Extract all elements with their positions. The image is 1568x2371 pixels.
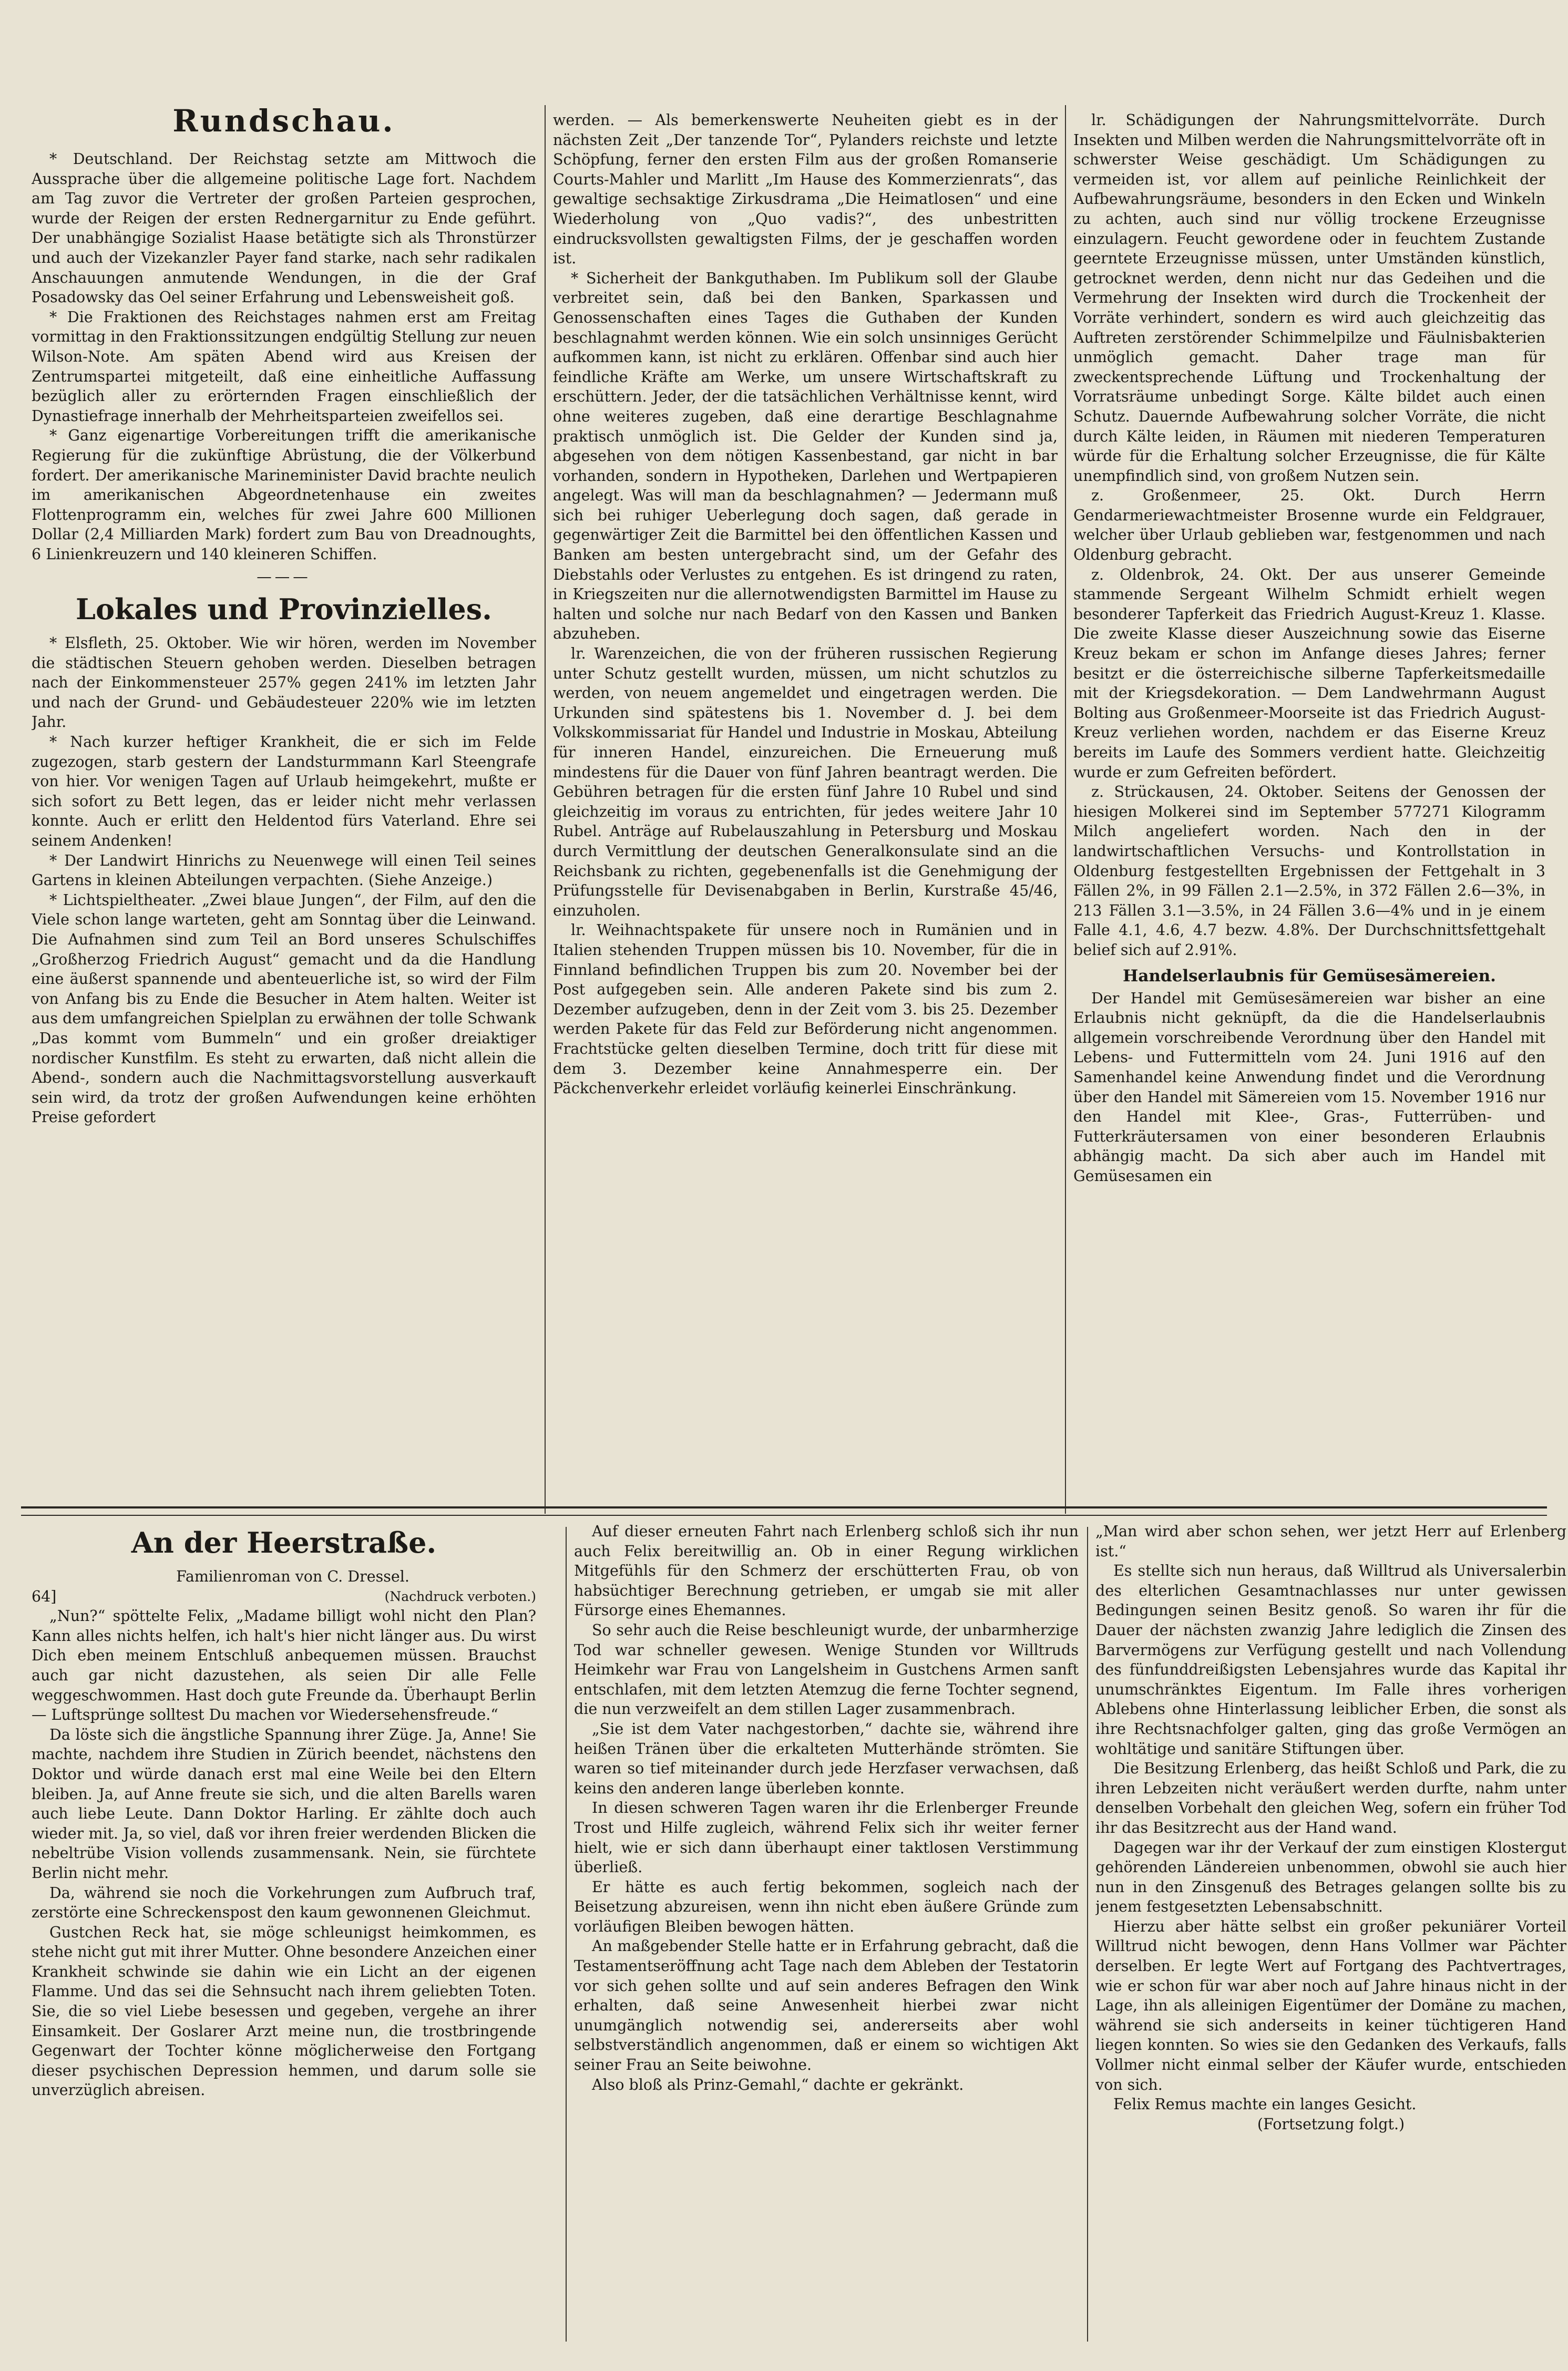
section-heading-rundschau: Rundschau. <box>172 103 395 139</box>
feuilleton-section <box>21 0 1566 2350</box>
novel-author: Familienroman von C. Dressel. <box>176 1568 409 1585</box>
article-paragraph: Der Handel mit Gemüsesämereien war bisher an eine Erlaubnis nicht geknüpft, da die die Handelserlaubnis allgemein vorschreibende Verordnung über den Handel mit Lebens- und Futtermitteln vom 24. Juni 1916 auf den Samenhandel keine Anwendung findet und die Verordnung über den Handel mit Sämereien vom 15. November 1916 nur den Handel mit Klee-, Gras-, Futterrüben- und Futterkräutersamen von einer besonderen Erlaubnis abhängig macht. Da sich aber auch im Handel mit Gemüsesamen ein <box>1073 989 1545 1185</box>
novel-paragraph: Dagegen war ihr der Verkauf der zum einstigen Klostergut gehörenden Ländereien unbenommen, obwohl sie auch hier nun in den Zinsgenuß des Betrages gelangen sollte bis zu jenem festgesetzten Lebensabschnitt. <box>1095 1839 1566 1916</box>
article-paragraph: * Der Landwirt Hinrichs zu Neuenwege will einen Teil seines Gartens in kleinen Abteilungen verpachten. (Siehe Anzeige.) <box>32 851 536 889</box>
separator: ——— <box>257 568 311 586</box>
article-paragraph: * Die Fraktionen des Reichstages nahmen erst am Freitag vormittag in den Fraktionssitzungen endgültig Stellung zur neuen Wilson-Note. Am späten Abend wird aus Kreisen der Zentrumspartei mitgeteilt, daß eine einheitliche Auffassung bezüglich aller zu erörternden Fragen einschließlich der Dynastiefrage innerhalb der Mehrheitsparteien zweifellos sei. <box>32 308 536 425</box>
novel-title: An der Heerstraße. <box>131 1526 437 1559</box>
bottom-column-3 <box>1095 1522 1566 2342</box>
column-divider <box>1087 1527 1088 2342</box>
novel-paragraph: Die Besitzung Erlenberg, das heißt Schloß und Park, die zu ihren Lebzeiten nicht veräußert werden durfte, nahm unter denselben Vorbehalt den gleichen Weg, sofern ein früher Tod ihr das Besitzrecht aus der Hand wand. <box>1095 1760 1566 1836</box>
article-paragraph: * Nach kurzer heftiger Krankheit, die er sich im Felde zugezogen, starb gestern der Landsturmmann Karl Steengrafe von hier. Vor wenigen Tagen auf Urlaub heimgekehrt, mußte er sich sofort zu Bett legen, das er leider nicht mehr verlassen konnte. Auch er erlitt den Heldentod fürs Vaterland. Ehre sei seinem Andenken! <box>32 733 536 849</box>
article-paragraph: * Sicherheit der Bankguthaben. Im Publikum soll der Glaube verbreitet sein, daß bei den Banken, Sparkassen und Genossenschaften eines Tages die Guthaben der Kunden beschlagnahmt werden können. Wie ein solch unsinniges Gerücht aufkommen kann, ist nicht zu erklären. Offenbar sind auch hier feindliche Kräfte am Werke, um unsere Wirtschaftskraft zu erschüttern. Jeder, der die tatsächlichen Verhältnisse kennt, wird ohne weiteres zugeben, daß eine derartige Beschlagnahme praktisch unmöglich ist. Die Gelder der Kunden sind ja, abgesehen von dem nötigen Kassenbestand, gar nicht in bar vorhanden, sondern in Hypotheken, Darlehen und Wertpapieren angelegt. Was will man da beschlagnahmen? — Jedermann muß sich bei ruhiger Ueberlegung doch sagen, daß gerade in gegenwärtiger Zeit die Barmittel bei den öffentlichen Kassen und Banken am besten untergebracht sind, um der Gefahr des Diebstahls oder Verlustes zu entgehen. Es ist dringend zu raten, in Kriegszeiten nur die allernotwendigsten Barmittel im Hause zu halten und solche nur nach Bedarf von den Kassen und Banken abzuheben. <box>553 269 1058 643</box>
article-paragraph: * Elsfleth, 25. Oktober. Wie wir hören, werden im November die städtischen Steuern gehoben werden. Dieselben betragen nach der Einkommensteuer 257% gegen 241% im letzten Jahr und nach der Grund- und Gebäudesteuer 220% wie im letzten Jahr. <box>32 634 536 731</box>
installment-number: 64] <box>32 1587 57 1605</box>
novel-paragraph: Hierzu aber hätte selbst ein großer pekuniärer Vorteil Willtrud nicht bewogen, denn Hans Vollmer war Pächter derselben. Er legte Wert auf Fortgang des Pachtvertrages, wie er schon für war aber noch auf Jahre hinaus nicht in der Lage, ihn als alleinigen Eigentümer der Domäne zu machen, während sie sich anderseits in keiner tüchtigeren Hand liegen konnten. So wies sie den Gedanken des Verkaufs, falls Vollmer nicht einmal selber der Käufer wurde, entschieden von sich. <box>1095 1917 1566 2093</box>
article-paragraph: z. Großenmeer, 25. Okt. Durch Herrn Gendarmeriewachtmeister Brosenne wurde ein Feldgrauer, welcher über Urlaub geblieben war, festgenommen und nach Oldenburg gebracht. <box>1073 487 1545 564</box>
bottom-column-1 <box>32 1522 536 2326</box>
novel-paragraph: Da, während sie noch die Vorkehrungen zum Aufbruch traf, zerstörte eine Schreckenspost den kaum gewonnenen Gleichmut. <box>32 1884 536 1922</box>
article-paragraph: * Deutschland. Der Reichstag setzte am Mittwoch die Aussprache über die allgemeine politische Lage fort. Nachdem am Tag zuvor die Vertreter der großen Parteien gesprochen, wurde der Reigen der ersten Rednergarnitur zu Ende geführt. Der unabhängige Sozialist Haase betätigte sich als Thronstürzer und auch der Vizekanzler Payer fand starke, nach sehr radikalen Anschauungen anmutende Wendungen, in die der Graf Posadowsky das Oel seiner Erfahrung und Lebensweisheit goß. <box>32 150 536 306</box>
installment-line <box>32 1587 536 1607</box>
article-paragraph: lr. Warenzeichen, die von der früheren russischen Regierung unter Schutz gestellt wurden, müssen, um nicht schutzlos zu werden, von neuem angemeldet und eingetragen werden. Die Urkunden sind spätestens bis 1. November d. J. bei dem Volkskommissariat für Handel und Industrie in Moskau, Abteilung für inneren Handel, einzureichen. Die Erneuerung muß mindestens für die Dauer von fünf Jahren beantragt werden. Die Gebühren betragen für die ersten fünf Jahre 10 Rubel und sind gleichzeitig im voraus zu entrichten, für jedes weitere Jahr 10 Rubel. Anträge auf Rubelauszahlung in Petersburg und Moskau durch Vermittlung der deutschen Generalkonsulate sind an die Reichsbank zu richten, gegebenenfalls ist die Genehmigung der Prüfungsstelle für Devisenabgaben in Berlin, Kurstraße 45/46, einzuholen. <box>553 645 1058 919</box>
bottom-column-2 <box>574 1522 1079 2342</box>
novel-paragraph: Es stellte sich nun heraus, daß Willtrud als Universalerbin des elterlichen Gesamtnachlasses nur unter gewissen Bedingungen seinen Besitz genoß. So waren ihr für die Dauer der nächsten zwanzig Jahre lediglich die Zinsen des Barvermögens zur Verfügung gestellt und nach Vollendung des fünfunddreißigsten Lebensjahres wurde das Kapital ihr unumschränktes Eigentum. Im Falle ihres vorherigen Ablebens ohne Hinterlassung leiblicher Erben, die sonst als ihre Rechtsnachfolger galten, ging das große Vermögen an wohltätige und sanitäre Stiftungen über. <box>1095 1562 1566 1758</box>
novel-paragraph: Da löste sich die ängstliche Spannung ihrer Züge. Ja, Anne! Sie machte, nachdem ihre Studien in Zürich beendet, nächstens den Doktor und würde danach erst mal eine Weile bei den Eltern bleiben. Ja, auf Anne freute sie sich, und die alten Barells waren auch liebe Leute. Dann Doktor Harling. Er zählte doch auch wieder mit. Ja, so viel, daß vor ihren freier werdenden Blicken die nebeltrübe Vision vollends zusammensank. Nein, sie fürchtete Berlin nicht mehr. <box>32 1726 536 1882</box>
reprint-notice: (Nachdruck verboten.) <box>384 1588 536 1604</box>
section-heading-handelserlaubnis: Handelserlaubnis für Gemüsesämereien. <box>1123 966 1496 986</box>
novel-paragraph: Er hätte es auch fertig bekommen, sogleich nach der Beisetzung abzureisen, wenn ihn nicht eben äußere Gründe zum vorläufigen Bleiben bewogen hätten. <box>574 1878 1079 1935</box>
novel-paragraph: In diesen schweren Tagen waren ihr die Erlenberger Freunde Trost und Hilfe zugleich, während Felix sich ihr weiter ferner hielt, wie er sich dann überhaupt einer taktlosen Verstimmung überließ. <box>574 1799 1079 1876</box>
novel-paragraph: Felix Remus machte ein langes Gesicht. <box>1113 2096 1417 2113</box>
continuation-notice: (Fortsetzung folgt.) <box>1257 2115 1405 2133</box>
article-paragraph: werden. — Als bemerkenswerte Neuheiten giebt es in der nächsten Zeit „Der tanzende Tor“, Pylanders reichste und letzte Schöpfung, ferner den ersten Film aus der großen Romanserie Courts-Mahler und Marlitt „Im Hause des Kommerzienrats“, das gewaltige sechsaktige Zirkusdrama „Die Heimatlosen“ und eine Wiederholung von „Quo vadis?“, des unbestritten eindrucksvollsten gewaltigsten Films, der je geschaffen worden ist. <box>553 111 1058 268</box>
article-paragraph: * Ganz eigenartige Vorbereitungen trifft die amerikanische Regierung für die zukünftige Abrüstung, die der Völkerbund fordert. Der amerikanische Marineminister David brachte neulich im amerikanischen Abgeordnetenhause ein zweites Flottenprogramm ein, welches für zwei Jahre 600 Millionen Dollar (2,4 Milliarden Mark) fordert zum Bau von Dreadnoughts, 6 Linienkreuzern und 140 kleineren Schiffen. <box>32 427 536 563</box>
novel-paragraph: „Nun?“ spöttelte Felix, „Madame billigt wohl nicht den Plan? Kann alles nichts helfen, ich halt's hier nicht länger aus. Du wirst Dich eben meinem Entschluß anbequemen müssen. Brauchst auch gar nicht dazustehen, als seien Dir alle Felle weggeschwommen. Hast doch gute Freunde da. Überhaupt Berlin — Luftsprünge solltest Du machen vor Wiedersehensfreude.“ <box>32 1607 536 1724</box>
article-paragraph: * Lichtspieltheater. „Zwei blaue Jungen“, der Film, auf den die Viele schon lange warteten, geht am Sonntag über die Leinwand. Die Aufnahmen sind zum Teil an Bord unseres Schulschiffes „Großherzog Friedrich August“ gemacht und da die Handlung eine äußerst spannende und abenteuerliche ist, so wird der Film von Anfang bis zu Ende die Besucher in Atem halten. Weiter ist aus dem umfangreichen Spielplan zu erwähnen der tolle Schwank „Das kommt vom Bummeln“ und ein großer dreiaktiger nordischer Kunstfilm. Es steht zu erwarten, daß nicht allein die Abend-, sondern auch die Nachmittagsvorstellung ausverkauft sein wird, da trotz der großen Aufwendungen keine erhöhten Preise gefordert <box>32 891 536 1126</box>
section-heading-lokales: Lokales und Provinzielles. <box>76 592 492 627</box>
article-paragraph: z. Oldenbrok, 24. Okt. Der aus unserer Gemeinde stammende Sergeant Wilhelm Schmidt erhielt wegen besonderer Tapferkeit das Friedrich August-Kreuz 1. Klasse. Die zweite Klasse dieser Auszeichnung sowie das Eiserne Kreuz bekam er schon im Anfange dieses Jahres; ferner besitzt er die österreichische silberne Tapferkeitsmedaille mit der Kriegsdekoration. — Dem Landwehrmann August Bolting aus Großenmeer-Moorseite ist das Friedrich August-Kreuz verliehen worden, nachdem er das Eiserne Kreuz bereits im Laufe des Sommers verdient hatte. Gleichzeitig wurde er zum Gefreiten befördert. <box>1073 566 1545 781</box>
novel-paragraph: Auf dieser erneuten Fahrt nach Erlenberg schloß sich ihr nun auch Felix bereitwillig an. Ob in einer Regung wirklichen Mitgefühls für den Schmerz der erschütterten Frau, ob von habsüchtiger Berechnung getrieben, er umgab sie mit aller Fürsorge eines Ehemannes. <box>574 1523 1079 1619</box>
novel-paragraph: „Sie ist dem Vater nachgestorben,“ dachte sie, während ihre heißen Tränen über die erkalteten Mutterhände strömten. Sie waren so tief miteinander durch jede Herzfaser verwachsen, daß keins den anderen lange überleben konnte. <box>574 1720 1079 1797</box>
article-paragraph: lr. Weihnachtspakete für unsere noch in Rumänien und in Italien stehenden Truppen müssen bis 10. November, für die in Finnland befindlichen Truppen bis zum 20. November bei der Post aufgegeben sein. Alle anderen Pakete sind bis zum 2. Dezember aufzugeben, denn in der Zeit vom 3. bis 25. Dezember werden Pakete für das Feld zur Beförderung nicht angenommen. Frachtstücke gelten dieselben Termine, doch tritt für diese mit dem 3. Dezember keine Annahmesperre ein. Der Päckchenverkehr erleidet vorläufig keinerlei Einschränkung. <box>553 921 1058 1097</box>
article-paragraph: z. Strückausen, 24. Oktober. Seitens der Genossen der hiesigen Molkerei sind im September 577271 Kilogramm Milch angeliefert worden. Nach den in der landwirtschaftlichen Versuchs- und Kontrollstation in Oldenburg festgestellten Ergebnissen der Fettgehalt in 3 Fällen 2%, in 99 Fällen 2.1—2.5%, in 372 Fällen 2.6—3%, in 213 Fällen 3.1—3.5%, in 24 Fällen 3.6—4% und in je einem Falle 4.1, 4.6, 4.7 bezw. 4.8%. Der Durchschnittsfettgehalt belief sich auf 2.91%. <box>1073 783 1545 959</box>
novel-paragraph: So sehr auch die Reise beschleunigt wurde, der unbarmherzige Tod war schneller gewesen. Wenige Stunden vor Willtruds Heimkehr war Frau von Langelsheim in Gustchens Armen sanft entschlafen, mit dem letzten Atemzug die ferne Tochter segnend, die nun verzweifelt an dem stillen Lager zusammenbrach. <box>574 1621 1079 1718</box>
column-divider <box>566 1527 567 2342</box>
novel-paragraph: Gustchen Reck hat, sie möge schleunigst heimkommen, es stehe nicht gut mit ihrer Mutter. Ohne besondere Anzeichen einer Krankheit schwinde sie dahin wie ein Licht an der eigenen Flamme. Und das sei die Sehnsucht nach ihrem geliebten Toten. Sie, die so viel Liebe besessen und gegeben, vergehe an ihrer Einsamkeit. Der Goslarer Arzt meine nun, die trostbringende Gegenwart der Tochter könne möglicherweise den Fortgang dieser psychischen Depression hemmen, und darum solle sie unverzüglich abreisen. <box>32 1923 536 2099</box>
novel-paragraph: An maßgebender Stelle hatte er in Erfahrung gebracht, daß die Testamentseröffnung acht Tage nach dem Ableben der Testatorin vor sich gehen sollte und auf sein anderes Befragen den Wink erhalten, daß seine Anwesenheit hierbei zwar nicht unumgänglich notwendig sei, andererseits aber wohl selbstverständlich angenommen, daß er einem so wichtigen Akt seiner Frau an Seite beiwohne. <box>574 1937 1079 2074</box>
article-paragraph: lr. Schädigungen der Nahrungsmittelvorräte. Durch Insekten und Milben werden die Nahrungsmittelvorräte oft in schwerster Weise geschädigt. Um Schädigungen zu vermeiden ist, vor allem auf peinliche Reinlichkeit der Aufbewahrungsräume, besonders in den Ecken und Winkeln zu achten, auch sind nur völlig trockene Erzeugnisse einzulagern. Feucht gewordene oder in feuchtem Zustande geerntete Erzeugnisse müssen, unter Umständen künstlich, getrocknet werden, denn nicht nur das Gedeihen und die Vermehrung der Insekten wird durch die Trockenheit der Vorräte verhindert, sondern es wird auch gleichzeitig das Auftreten zerstörender Schimmelpilze und Fäulnisbakterien unmöglich gemacht. Daher trage man für zweckentsprechende Lüftung und Trockenhaltung der Vorratsräume unbedingt Sorge. Kälte bildet auch einen Schutz. Dauernde Aufbewahrung solcher Vorräte, die nicht durch Kälte leiden, in Räumen mit niederen Temperaturen würde für die Erhaltung solcher Erzeugnisse, die für Kälte unempfindlich sind, von großem Nutzen sein. <box>1073 111 1545 485</box>
novel-paragraph: „Man wird aber schon sehen, wer jetzt Herr auf Erlenberg ist.“ <box>1095 1523 1566 1560</box>
novel-paragraph: Also bloß als Prinz-Gemahl,“ dachte er gekränkt. <box>592 2076 964 2093</box>
